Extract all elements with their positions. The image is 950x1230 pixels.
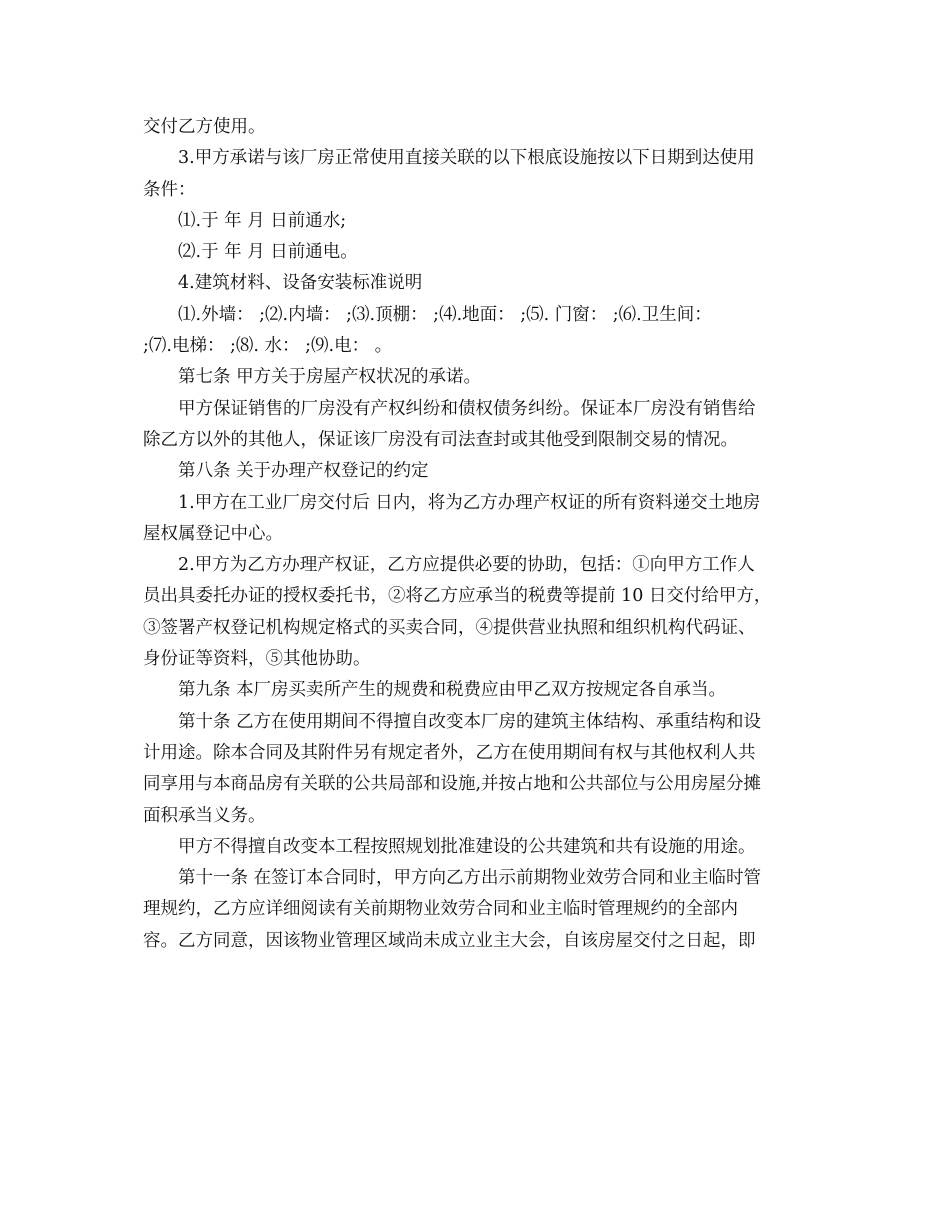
text-line: ;⑺.电梯： ;⑻. 水： ;⑼.电： 。: [143, 336, 393, 357]
text-line: 屋权属登记中心。: [143, 523, 283, 544]
text-line: 甲方不得擅自改变本工程按照规划批准建设的公共建筑和共有设施的用途。: [178, 836, 756, 857]
text-line: 第十一条 在签订本合同时，甲方向乙方出示前期物业效劳合同和业主临时管: [178, 868, 762, 889]
text-line: 身份证等资料，⑤其他协助。: [143, 649, 371, 670]
text-line: 第九条 本厂房买卖所产生的规费和税费应由甲乙双方按规定各自承当。: [178, 680, 727, 701]
text-line: 容。乙方同意，因该物业管理区域尚未成立业主大会，自该房屋交付之日起，即: [143, 930, 756, 951]
text-line: 3.甲方承诺与该厂房正常使用直接关联的以下根底设施按以下日期到达使用: [178, 148, 755, 169]
text-line: ⑴.于 年 月 日前通水;: [178, 210, 347, 231]
text-line: 计用途。除本合同及其附件另有规定者外，乙方在使用期间有权与其他权利人共: [143, 742, 756, 763]
text-line: 除乙方以外的其他人，保证该厂房没有司法查封或其他受到限制交易的情况。: [143, 429, 738, 450]
text-line: 理规约，乙方应详细阅读有关前期物业效劳合同和业主临时管理规约的全部内: [143, 899, 738, 920]
text-line: 第七条 甲方关于房屋产权状况的承诺。: [178, 367, 482, 388]
text-line: 同享用与本商品房有关联的公共局部和设施,并按占地和公共部位与公用房屋分摊: [143, 774, 762, 795]
text-line: 4.建筑材料、设备安装标准说明: [178, 273, 423, 294]
text-line: 第八条 关于办理产权登记的约定: [178, 461, 429, 482]
text-line: ③签署产权登记机构规定格式的买卖合同，④提供营业执照和组织机构代码证、: [143, 617, 756, 638]
text-line: 员出具委托办证的授权委托书，②将乙方应承当的税费等提前 10 日交付给甲方，: [143, 586, 772, 607]
text-line: 面积承当义务。: [143, 805, 266, 826]
text-line: 条件：: [143, 179, 196, 200]
text-line: 甲方保证销售的厂房没有产权纠纷和债权债务纠纷。保证本厂房没有销售给: [178, 398, 756, 419]
text-line: 第十条 乙方在使用期间不得擅自改变本厂房的建筑主体结构、承重结构和设: [178, 711, 762, 732]
text-line: ⑵.于 年 月 日前通电。: [178, 242, 358, 263]
text-line: 交付乙方使用。: [143, 117, 266, 137]
text-line: ⑴.外墙： ;⑵.内墙： ;⑶.顶棚： ;⑷.地面： ;⑸. 门窗： ;⑹.卫生间：: [178, 304, 712, 325]
text-line: 2.甲方为乙方办理产权证，乙方应提供必要的协助，包括：①向甲方工作人: [178, 555, 755, 576]
text-line: 1.甲方在工业厂房交付后 日内，将为乙方办理产权证的所有资料递交土地房: [178, 492, 761, 513]
